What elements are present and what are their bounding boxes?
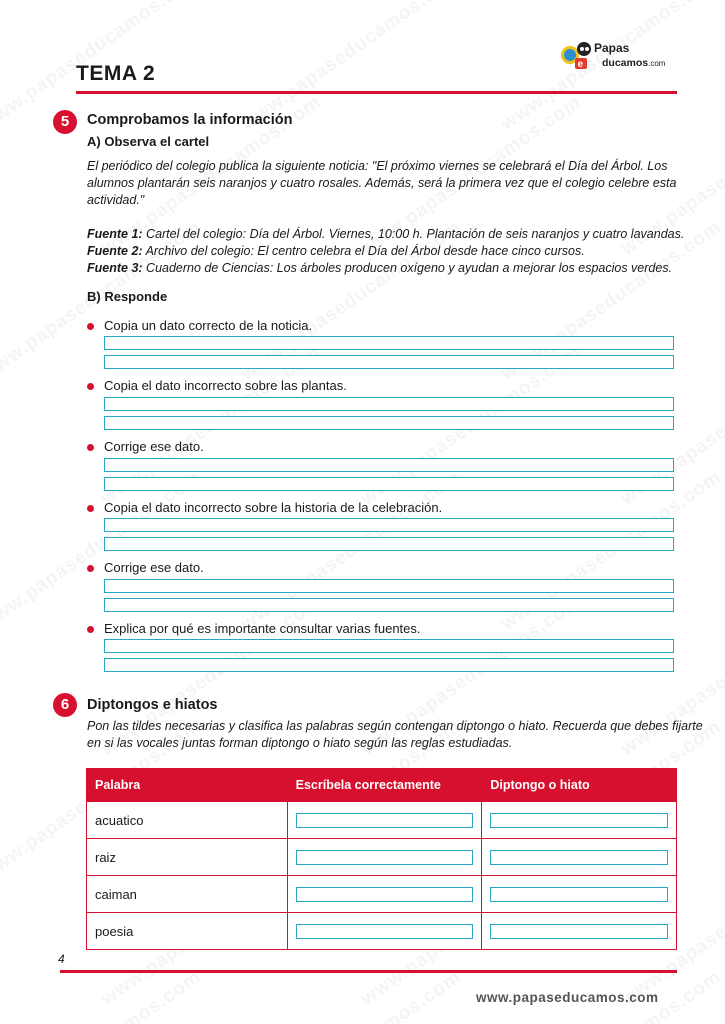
section-6-title: Diptongos e hiatos: [87, 697, 218, 713]
logo-text-top: Papas: [594, 41, 630, 55]
svg-text:e: e: [577, 59, 584, 70]
bullet-icon: [87, 323, 94, 330]
words-table: [86, 768, 677, 950]
table-row: [87, 839, 677, 876]
bullet-icon: [87, 383, 94, 390]
answer-line[interactable]: [104, 598, 674, 612]
answer-line[interactable]: [104, 355, 674, 369]
section-5-title: Comprobamos la información: [87, 112, 293, 128]
classification-answer-field[interactable]: [490, 813, 668, 828]
section-6-badge: 6: [53, 693, 77, 717]
page-title: TEMA 2: [76, 62, 156, 85]
source-1: Fuente 1: Cartel del colegio: Día del Árbol. Viernes, 10:00 h. Plantación de seis naranjos y cuatro lavandas.: [87, 227, 685, 241]
page-number: 4: [58, 952, 65, 966]
footer-divider: [60, 970, 677, 973]
answer-line[interactable]: [104, 518, 674, 532]
column-header-correct: Escríbela correctamente: [287, 769, 482, 802]
classification-answer-field[interactable]: [490, 850, 668, 865]
table-row: [87, 876, 677, 913]
bullet-icon: [87, 626, 94, 633]
word-cell: acuatico: [87, 802, 288, 839]
source-3: Fuente 3: Cuaderno de Ciencias: Los árboles producen oxígeno y ayudan a mejorar los espacios verdes.: [87, 261, 673, 275]
word-cell: raiz: [87, 839, 288, 876]
table-row: [87, 913, 677, 950]
correct-answer-field[interactable]: [296, 813, 474, 828]
correct-cell: [287, 839, 482, 876]
word-cell: caiman: [87, 876, 288, 913]
correct-answer-field[interactable]: [296, 850, 474, 865]
table-header-row: [87, 769, 677, 802]
section-5-badge: 5: [53, 110, 77, 134]
answer-line[interactable]: [104, 458, 674, 472]
correct-cell: [287, 876, 482, 913]
part-b-title: B) Responde: [87, 289, 168, 304]
classification-answer-field[interactable]: [490, 887, 668, 902]
header-divider: [76, 91, 677, 94]
answer-line[interactable]: [104, 639, 674, 653]
footer-url: www.papaseducamos.com: [476, 990, 659, 1005]
correct-cell: [287, 913, 482, 950]
answer-line[interactable]: [104, 477, 674, 491]
section-6-instructions: Pon las tildes necesarias y clasifica las palabras según contengan diptongo o hiato. Recuerda que debes fijarte en si las vocales juntas forman diptongo o hiato según las reglas estudiadas.: [87, 719, 703, 750]
table-row: [87, 802, 677, 839]
logo-text-bottom: ducamos.com: [602, 57, 666, 69]
answer-line[interactable]: [104, 579, 674, 593]
column-header-classification: Diptongo o hiato: [482, 769, 677, 802]
bullet-icon: [87, 444, 94, 451]
correct-cell: [287, 802, 482, 839]
watermark-text: [237, 967, 465, 1024]
bullet-icon: [87, 565, 94, 572]
classification-answer-field[interactable]: [490, 924, 668, 939]
bullet-icon: [87, 505, 94, 512]
word-cell: poesia: [87, 913, 288, 950]
classification-cell: [482, 913, 677, 950]
answer-line[interactable]: [104, 336, 674, 350]
classification-cell: [482, 839, 677, 876]
news-paragraph: El periódico del colegio publica la siguiente noticia: "El próximo viernes se celebrará el Día del Árbol. Los alumnos plantarán seis naranjos y cuatro rosales. Además, será la primera vez que el colegio celebre esta actividad.": [87, 159, 677, 207]
correct-answer-field[interactable]: [296, 887, 474, 902]
answer-line[interactable]: [104, 416, 674, 430]
watermark-text: [0, 967, 206, 1024]
answer-line[interactable]: [104, 397, 674, 411]
source-2: Fuente 2: Archivo del colegio: El centro celebra el Día del Árbol desde hace cinco cursos.: [87, 244, 585, 258]
answer-line[interactable]: [104, 658, 674, 672]
classification-cell: [482, 876, 677, 913]
column-header-word: Palabra: [87, 769, 288, 802]
classification-cell: [482, 802, 677, 839]
answer-line[interactable]: [104, 537, 674, 551]
correct-answer-field[interactable]: [296, 924, 474, 939]
site-logo: [558, 38, 678, 74]
part-a-title: A) Observa el cartel: [87, 134, 210, 149]
